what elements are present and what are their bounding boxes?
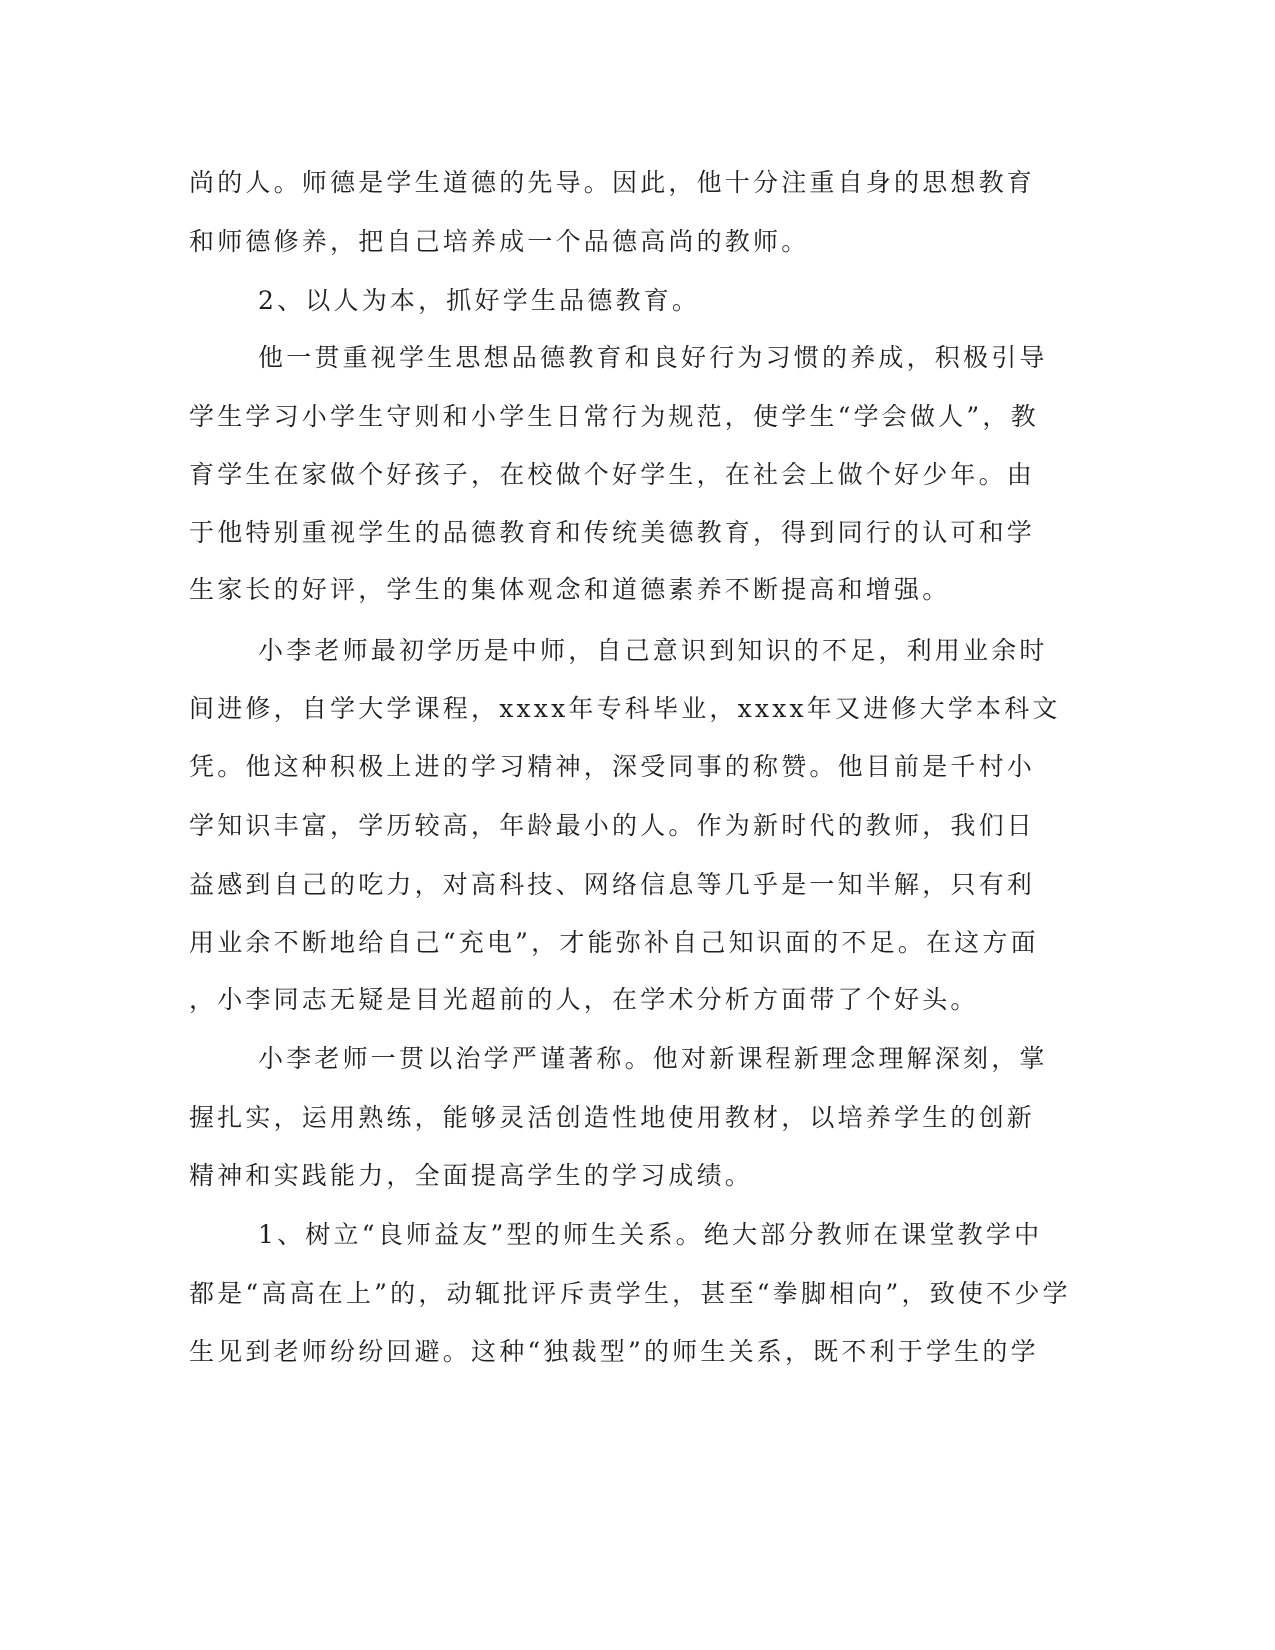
text-line: 于他特别重视学生的品德教育和传统美德教育，得到同行的认可和学 xyxy=(189,518,1036,547)
text-line: 握扎实，运用熟练，能够灵活创造性地使用教材，以培养学生的创新 xyxy=(189,1103,1036,1132)
text-line: 小李老师一贯以治学严谨著称。他对新课程新理念理解深刻，掌 xyxy=(258,1044,1048,1073)
text-line: 精神和实践能力，全面提高学生的学习成绩。 xyxy=(189,1161,754,1190)
text-line: 育学生在家做个好孩子，在校做个好学生，在社会上做个好少年。由 xyxy=(189,460,1036,489)
text-line: 和师德修养，把自己培养成一个品德高尚的教师。 xyxy=(189,227,810,256)
text-line: 益感到自己的吃力，对高科技、网络信息等几乎是一知半解，只有利 xyxy=(189,870,1036,899)
text-line: ，小李同志无疑是目光超前的人，在学术分析方面带了个好头。 xyxy=(189,985,979,1014)
text-line: 1、树立“良师益友”型的师生关系。绝大部分教师在课堂教学中 xyxy=(258,1220,1043,1249)
text-line: 学生学习小学生守则和小学生日常行为规范，使学生“学会做人”，教 xyxy=(189,402,1039,431)
text-line: 间进修，自学大学课程，xxxx年专科毕业，xxxx年又进修大学本科文 xyxy=(189,694,1061,723)
text-line: 生家长的好评，学生的集体观念和道德素养不断提高和增强。 xyxy=(189,575,951,604)
text-line: 凭。他这种积极上进的学习精神，深受同事的称赞。他目前是千村小 xyxy=(189,752,1036,781)
text-line: 生见到老师纷纷回避。这种“独裁型”的师生关系，既不利于学生的学 xyxy=(189,1337,1039,1366)
text-line: 都是“高高在上”的，动辄批评斥责学生，甚至“拳脚相向”，致使不少学 xyxy=(189,1279,1071,1308)
text-line: 学知识丰富，学历较高，年龄最小的人。作为新时代的教师，我们日 xyxy=(189,811,1036,840)
text-line: 尚的人。师德是学生道德的先导。因此，他十分注重自身的思想教育 xyxy=(189,168,1036,197)
text-line: 用业余不断地给自己“充电”，才能弥补自己知识面的不足。在这方面 xyxy=(189,928,1039,957)
text-line: 他一贯重视学生思想品德教育和良好行为习惯的养成，积极引导 xyxy=(258,343,1048,372)
section-heading: 2、以人为本，抓好学生品德教育。 xyxy=(258,286,701,315)
text-line: 小李老师最初学历是中师，自己意识到知识的不足，利用业余时 xyxy=(258,636,1048,665)
